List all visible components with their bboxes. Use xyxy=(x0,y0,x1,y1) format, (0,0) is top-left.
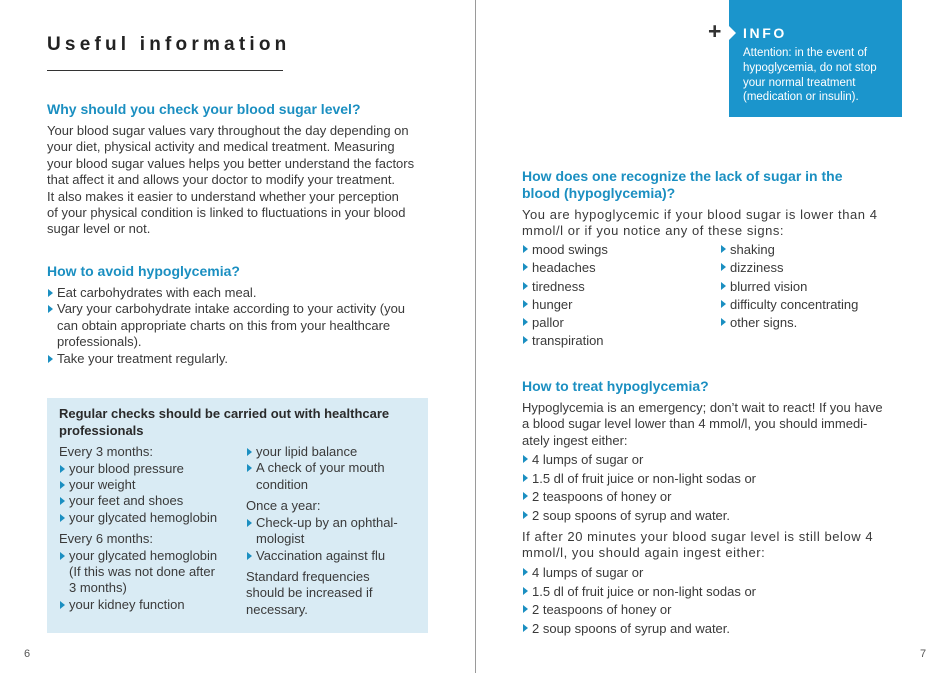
text-line: How does one recognize the lack of sugar in the xyxy=(522,168,843,184)
text-line: Eat carbohydrates with each meal. xyxy=(57,285,257,300)
list-item xyxy=(720,241,910,259)
text-line: a blood sugar level lower than 4 mmol/l, you should immedi- xyxy=(522,416,868,432)
right-page xyxy=(476,0,950,673)
plus-icon: + xyxy=(708,18,722,44)
checks-heading xyxy=(59,406,421,439)
text-line: Hypoglycemia is an emergency; don’t wait to react! If you have xyxy=(522,400,883,415)
list-item xyxy=(522,620,908,639)
every-6-months-label: Every 6 months: xyxy=(59,531,153,547)
list-item xyxy=(720,259,910,277)
text-line: Vaccination against flu xyxy=(256,547,386,563)
list-item xyxy=(522,259,712,277)
list-item xyxy=(522,314,712,332)
text-line: mmol/l or if you notice any of these signs: xyxy=(522,223,785,239)
text-line: tiredness xyxy=(532,278,585,294)
text-line: your lipid balance xyxy=(256,444,358,459)
list-item xyxy=(522,241,712,259)
text-line: hunger xyxy=(532,296,573,312)
text-line: your weight xyxy=(69,476,136,492)
text-line: can obtain appropriate charts on this from your healthcare xyxy=(57,317,391,333)
list-item xyxy=(720,278,910,296)
list-item xyxy=(522,470,908,489)
text-line: your blood sugar values helps you better understand the factors xyxy=(47,155,415,171)
text-line: (If this was not done after xyxy=(69,564,215,580)
every-6-months-list xyxy=(59,548,245,614)
text-line: your kidney function xyxy=(69,596,185,612)
text-line: mologist xyxy=(256,531,305,547)
text-line: Standard frequencies xyxy=(246,568,370,584)
info-label: INFO xyxy=(743,25,787,41)
info-box xyxy=(729,0,902,117)
checks-column-1 xyxy=(59,444,245,613)
text-line: your glycated hemoglobin xyxy=(69,509,218,525)
list-item xyxy=(47,301,432,350)
list-item xyxy=(522,507,908,526)
list-item xyxy=(522,451,908,470)
text-line: professionals). xyxy=(57,334,142,350)
treat-list-1 xyxy=(522,451,908,525)
text-line: Your blood sugar values vary throughout the day depending on xyxy=(47,123,409,138)
text-line: mmol/l, you should again ingest either: xyxy=(522,545,766,561)
col2-list xyxy=(246,444,424,493)
why-paragraph xyxy=(47,123,432,238)
text-line: 3 months) xyxy=(69,580,127,596)
avoid-list xyxy=(47,285,432,367)
treat-heading: How to treat hypoglycemia? xyxy=(522,378,709,394)
text-line: pallor xyxy=(532,315,564,331)
text-line: your normal treatment xyxy=(743,76,856,89)
text-line: that affect it and allows your doctor to modify your treatment. xyxy=(47,172,396,188)
text-line: your blood pressure xyxy=(69,460,184,476)
list-item xyxy=(47,351,432,367)
text-line: sugar level or not. xyxy=(47,221,151,237)
treat-after xyxy=(522,529,908,562)
text-line: mood swings xyxy=(532,242,608,257)
title-underline xyxy=(47,70,283,71)
list-item xyxy=(59,510,245,526)
text-line: shaking xyxy=(730,242,775,257)
once-a-year-list xyxy=(246,515,424,564)
list-item xyxy=(59,461,245,477)
text-line: Take your treatment regularly. xyxy=(57,350,228,366)
signs-list-col2 xyxy=(720,241,910,332)
text-line: blurred vision xyxy=(730,278,808,294)
once-a-year-label: Once a year: xyxy=(246,498,321,514)
treat-intro xyxy=(522,400,908,449)
avoid-heading: How to avoid hypoglycemia? xyxy=(47,263,240,279)
text-line: A check of your mouth xyxy=(256,460,385,476)
list-item xyxy=(246,444,424,460)
text-line: Regular checks should be carried out with healthcare xyxy=(59,406,390,421)
text-line: headaches xyxy=(532,260,596,276)
text-line: 4 lumps of sugar or xyxy=(532,452,644,467)
every-3-months-list xyxy=(59,461,245,527)
text-line: 2 soup spoons of syrup and water. xyxy=(532,620,731,636)
text-line: If after 20 minutes your blood sugar level is still below 4 xyxy=(522,529,874,544)
text-line: of your physical condition is linked to fluctuations in your blood xyxy=(47,205,406,221)
regular-checks-box xyxy=(47,398,428,633)
list-item xyxy=(246,460,424,493)
info-notch-icon xyxy=(729,26,736,40)
list-item xyxy=(59,477,245,493)
list-item xyxy=(522,296,712,314)
list-item xyxy=(59,597,245,613)
list-item xyxy=(246,515,424,548)
text-line: should be increased if xyxy=(246,585,373,601)
text-line: Vary your carbohydrate intake according to your activity (you xyxy=(57,301,406,317)
text-line: It also makes it easier to understand whether your perception xyxy=(47,188,399,204)
frequency-footnote xyxy=(246,569,424,619)
treat-list-2 xyxy=(522,564,908,638)
page-title: Useful information xyxy=(47,34,291,55)
list-item xyxy=(522,583,908,602)
page-number-right: 7 xyxy=(920,648,927,660)
text-line: 1.5 dl of fruit juice or non-light sodas or xyxy=(532,470,757,486)
recognize-intro xyxy=(522,207,907,240)
every-3-months-label: Every 3 months: xyxy=(59,444,153,459)
text-line: Check-up by an ophthal- xyxy=(256,514,398,530)
why-heading: Why should you check your blood sugar level? xyxy=(47,101,361,117)
checks-column-2 xyxy=(246,444,424,618)
text-line: You are hypoglycemic if your blood sugar is lower than 4 xyxy=(522,207,878,222)
text-line: 2 teaspoons of honey or xyxy=(532,489,672,505)
list-item xyxy=(522,488,908,507)
list-item xyxy=(47,285,432,301)
list-item xyxy=(720,296,910,314)
text-line: ately ingest either: xyxy=(522,432,628,448)
text-line: professionals xyxy=(59,422,144,438)
info-text xyxy=(743,46,895,105)
text-line: Attention: in the event of xyxy=(743,47,868,59)
text-line: 2 soup spoons of syrup and water. xyxy=(532,507,731,523)
text-line: difficulty concentrating xyxy=(730,296,859,312)
text-line: 2 teaspoons of honey or xyxy=(532,602,672,618)
list-item xyxy=(522,332,712,350)
list-item xyxy=(522,278,712,296)
text-line: transpiration xyxy=(532,333,604,349)
signs-list-col1 xyxy=(522,241,712,351)
text-line: dizziness xyxy=(730,260,784,276)
list-item xyxy=(522,564,908,583)
text-line: your glycated hemoglobin xyxy=(69,547,218,563)
text-line: necessary. xyxy=(246,601,308,617)
recognize-heading xyxy=(522,168,907,202)
list-item xyxy=(522,601,908,620)
text-line: blood (hypoglycemia)? xyxy=(522,185,676,201)
list-item xyxy=(59,548,245,597)
text-line: your diet, physical activity and medical treatment. Measuring xyxy=(47,139,395,155)
list-item xyxy=(246,548,424,564)
text-line: your feet and shoes xyxy=(69,493,184,509)
text-line: hypoglycemia, do not stop xyxy=(743,61,877,74)
text-line: (medication or insulin). xyxy=(743,91,859,104)
list-item xyxy=(720,314,910,332)
text-line: other signs. xyxy=(730,315,798,331)
list-item xyxy=(59,493,245,509)
text-line: 1.5 dl of fruit juice or non-light sodas or xyxy=(532,583,757,599)
page-number-left: 6 xyxy=(24,648,31,660)
text-line: 4 lumps of sugar or xyxy=(532,565,644,580)
text-line: condition xyxy=(256,476,309,492)
